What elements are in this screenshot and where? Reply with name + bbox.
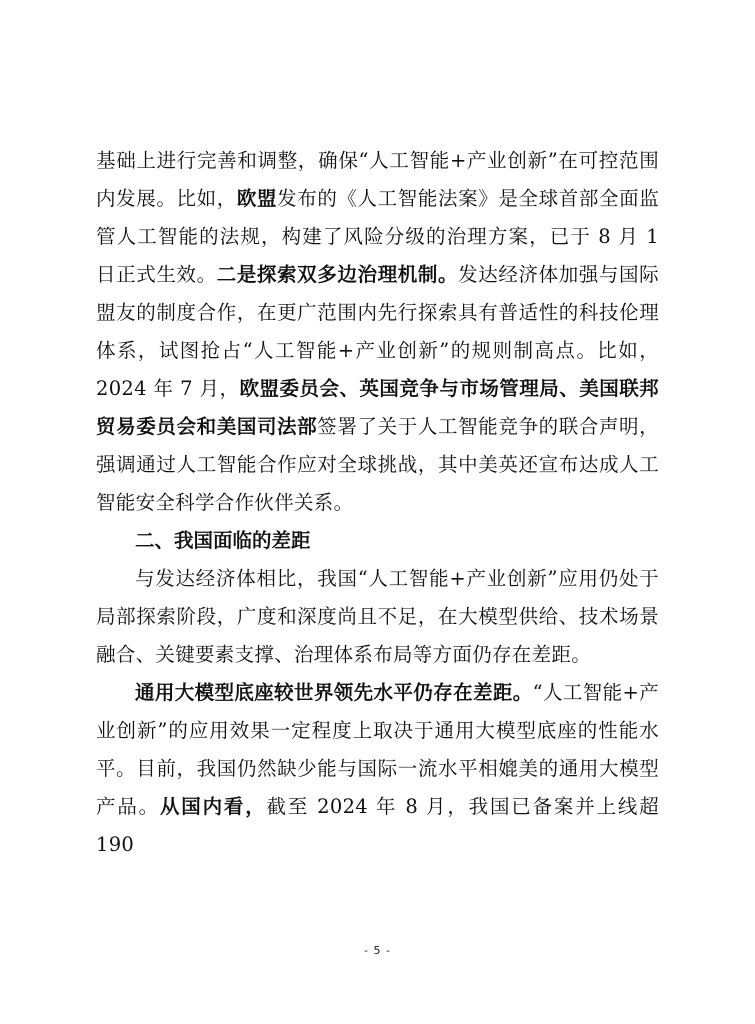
text-run: 截至 2024 年 8 月，我国已备案并上线超 190 [96, 795, 659, 856]
bold-run: 欧盟委员会、英国竞争与市场管理局、美国联邦贸易委员会和美国司法部 [96, 377, 659, 438]
paragraph-gap-overview [96, 560, 659, 674]
text-run: “人工智能+产业创新”的应用效果一定程度上取决于通用大模型底座的性能水平。目前，我国仍然缺少能与国际一流水平相媲美的通用大模型产品。 [96, 681, 659, 818]
bold-run: 欧盟 [236, 187, 278, 210]
page-body [96, 142, 659, 864]
text-run: 基础上进行完善和调整，确保“人工智能+产业创新”在可控范围内发展。比如， [96, 149, 659, 210]
paragraph-ai-governance [96, 142, 659, 522]
text-run: 发达经济体加强与国际盟友的制度合作，在更广范围内先行探索具有普适性的科技伦理体系，试图抢占“人工智能+产业创新”的规则制高点。比如，2024 年 7 月， [96, 263, 659, 400]
page-number: - 5 - [364, 944, 391, 957]
text-run: 签署了关于人工智能竞争的联合声明，强调通过人工智能合作应对全球挑战，其中美英还宣布达成人工智能安全科学合作伙伴关系。 [96, 415, 659, 514]
bold-run: 通用大模型底座较世界领先水平仍存在差距。 [135, 681, 533, 704]
paragraph-foundation-model [96, 674, 659, 864]
section-heading: 二、我国面临的差距 [135, 529, 311, 552]
text-run: 与发达经济体相比，我国“人工智能+产业创新”应用仍处于局部探索阶段，广度和深度尚且不足，在大模型供给、技术场景融合、关键要素支撑、治理体系布局等方面仍存在差距。 [96, 567, 659, 666]
bold-run: 从国内看， [159, 795, 267, 818]
bold-run: 二是探索双多边治理机制。 [216, 263, 459, 286]
text-run: 发布的《人工智能法案》是全球首部全面监管人工智能的法规，构建了风险分级的治理方案，已于 8 月 1 日正式生效。 [96, 187, 659, 286]
